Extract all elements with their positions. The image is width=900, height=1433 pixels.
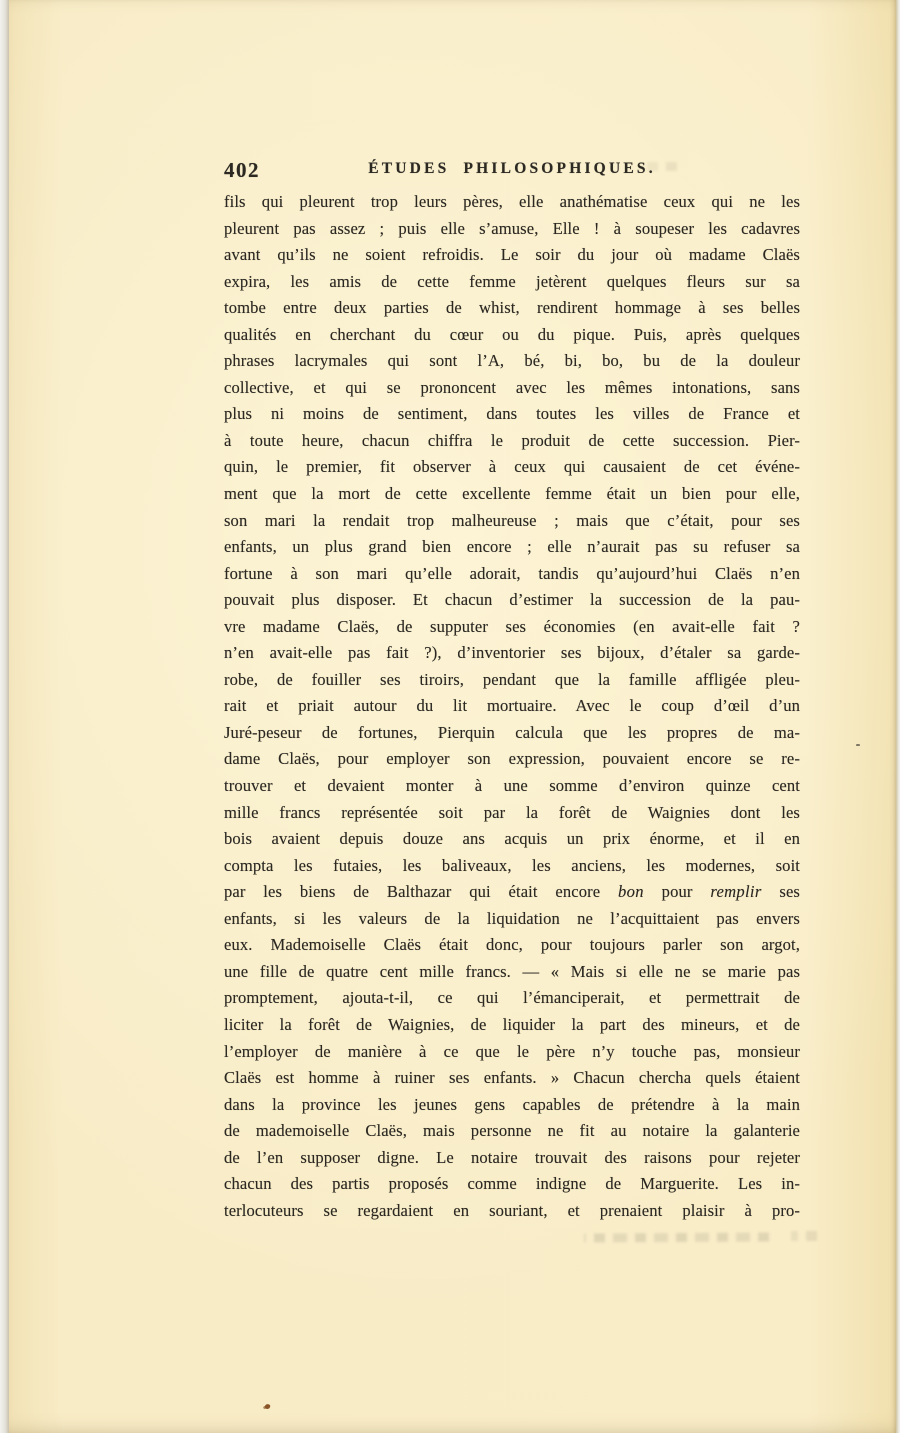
scanner-edge-right — [896, 0, 900, 1433]
text-line-12: ment que la mort de cette excellente femme était un bien pour elle, — [224, 484, 800, 504]
text-line-31: promptement, ajouta-t-il, ce qui l’émanciperait, et permettrait de — [224, 988, 800, 1008]
text-line-28: enfants, si les valeurs de la liquidation ne l’acquittaient pas envers — [224, 908, 800, 928]
page-number: 402 — [224, 158, 260, 182]
text-line-4: expira, les amis de cette femme jetèrent quelques fleurs sur sa — [224, 271, 800, 291]
verso-bleed-through-mark — [791, 1231, 817, 1241]
running-title: ÉTUDES PHILOSOPHIQUES. — [368, 160, 656, 177]
text-line-36: de mademoiselle Claës, mais personne ne fit au notaire la galanterie — [224, 1121, 800, 1141]
text-line-39: terlocuteurs se regardaient en souriant, et prenaient plaisir à pro- — [224, 1200, 800, 1220]
italic-segment: remplir — [710, 882, 762, 902]
text-line-10: à toute heure, chacun chiffra le produit de cette succession. Pier- — [224, 430, 800, 450]
text-line-3: avant qu’ils ne soient refroidis. Le soir du jour où madame Claës — [224, 245, 800, 265]
text-line-7: phrases lacrymales qui sont l’A, bé, bi, bo, bu de la douleur — [224, 351, 800, 371]
text-line-33: l’employer de manière à ce que le père n’y touche pas, monsieur — [224, 1041, 800, 1061]
verso-bleed-through-mark — [647, 162, 677, 171]
ink-speck — [856, 744, 860, 746]
text-line-25: bois avaient depuis douze ans acquis un prix énorme, et il en — [224, 829, 800, 849]
text-line-18: n’en avait-elle pas fait ?), d’inventorier ses bijoux, d’étaler sa garde- — [224, 643, 800, 663]
text-segment: pour — [643, 882, 711, 902]
text-line-34: Claës est homme à ruiner ses enfants. » Chacun chercha quels étaient — [224, 1068, 800, 1088]
text-line-20: rait et priait autour du lit mortuaire. Avec le coup d’œil d’un — [224, 696, 800, 716]
text-segment: par les biens de Balthazar qui était encore — [224, 882, 619, 902]
text-line-24: mille francs représentée soit par la forêt de Waignies dont les — [224, 802, 800, 822]
text-line-8: collective, et qui se prononcent avec les mêmes intonations, sans — [224, 377, 800, 397]
text-line-38: chacun des partis proposés comme indigne de Marguerite. Les in- — [224, 1174, 800, 1194]
text-line-32: liciter la forêt de Waignies, de liquider la part des mineurs, et de — [224, 1014, 800, 1034]
scanner-edge-left — [0, 0, 9, 1433]
text-line-9: plus ni moins de sentiment, dans toutes les villes de France et — [224, 404, 800, 424]
text-segment: ses — [761, 882, 800, 902]
text-line-23: trouver et devaient monter à une somme d’environ quinze cent — [224, 776, 800, 796]
text-line-15: fortune à son mari qu’elle adorait, tandis qu’aujourd’hui Claës n’en — [224, 563, 800, 583]
text-line-35: dans la province les jeunes gens capables de prétendre à la main — [224, 1094, 800, 1114]
text-line-26: compta les futaies, les baliveaux, les anciens, les modernes, soit — [224, 855, 800, 875]
verso-bleed-through-mark — [584, 1233, 769, 1243]
text-line-11: quin, le premier, fit observer à ceux qui causaient de cet événe- — [224, 457, 800, 477]
text-line-5: tombe entre deux parties de whist, rendirent hommage à ses belles — [224, 298, 800, 318]
body-text-block — [224, 189, 800, 1224]
text-line-2: pleurent pas assez ; puis elle s’amuse, Elle ! à soupeser les cadavres — [224, 218, 800, 238]
italic-segment: bon — [618, 882, 644, 902]
text-line-17: vre madame Claës, de supputer ses économies (en avait-elle fait ? — [224, 616, 800, 636]
text-line-22: dame Claës, pour employer son expression, pouvaient encore se re- — [224, 749, 800, 769]
text-line-29: eux. Mademoiselle Claës était donc, pour toujours parler son argot, — [224, 935, 800, 955]
foxing-speck — [264, 1403, 271, 1410]
book-page-paper — [9, 0, 896, 1433]
text-line-19: robe, de fouiller ses tiroirs, pendant que la famille affligée pleu- — [224, 669, 800, 689]
text-line-16: pouvait plus disposer. Et chacun d’estimer la succession de la pau- — [224, 590, 800, 610]
text-line-13: son mari la rendait trop malheureuse ; mais que c’était, pour ses — [224, 510, 800, 530]
text-line-37: de l’en supposer digne. Le notaire trouvait des raisons pour rejeter — [224, 1147, 800, 1167]
text-line-21: Juré-peseur de fortunes, Pierquin calcula que les propres de ma- — [224, 722, 800, 742]
text-line-1: fils qui pleurent trop leurs pères, elle anathématise ceux qui ne les — [224, 192, 800, 211]
text-line-14: enfants, un plus grand bien encore ; elle n’aurait pas su refuser sa — [224, 537, 800, 557]
running-head — [224, 156, 800, 182]
text-line-30: une fille de quatre cent mille francs. — « Mais si elle ne se marie pas — [224, 961, 800, 981]
text-line-27 — [224, 879, 800, 906]
text-line-6: qualités en cherchant du cœur ou du pique. Puis, après quelques — [224, 324, 800, 344]
